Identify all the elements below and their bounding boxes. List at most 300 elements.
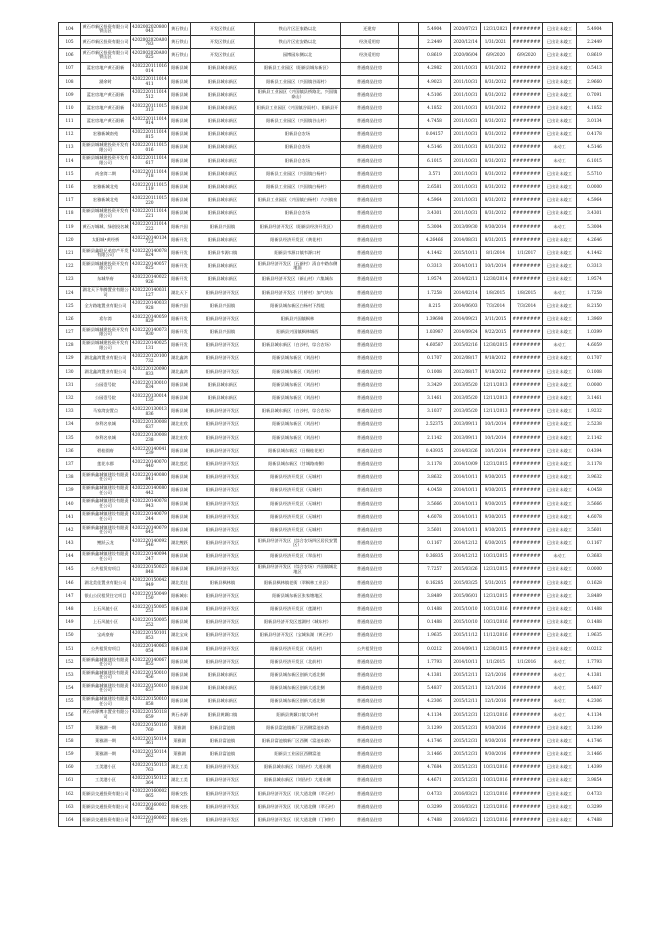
cell-owner: 黄石赤源博丰置业有限公司 xyxy=(81,708,131,721)
cell-grant xyxy=(399,682,419,695)
cell-area: 6.1015 xyxy=(419,154,451,167)
cell-location: 阳新县城东新区（甘城路南侧） xyxy=(255,458,341,471)
cell-owner: 公园壹号院 xyxy=(81,392,131,405)
cell-date2: 1/1/2015 xyxy=(481,656,511,669)
cell-date2: 9/30/2015 xyxy=(481,497,511,510)
cell-seq: 133 xyxy=(59,405,81,418)
cell-seq: 117 xyxy=(59,194,81,207)
cell-grant xyxy=(399,339,419,352)
cell-price: ######## xyxy=(511,88,543,101)
cell-area: 0.1167 xyxy=(419,537,451,550)
cell-code: 4202220131014222 xyxy=(131,220,169,233)
cell-usage: 普通商品住房 xyxy=(341,181,399,194)
cell-status: 已出让未竣工 xyxy=(543,88,577,101)
cell-usage: 普通商品住房 xyxy=(341,708,399,721)
cell-status: 未动工 xyxy=(543,141,577,154)
cell-area: 4.9023 xyxy=(419,75,451,88)
cell-code: 4202220130014135 xyxy=(131,392,169,405)
cell-zone: 阳新县城 xyxy=(169,392,191,405)
cell-seq: 162 xyxy=(59,787,81,800)
cell-zone: 阳新县城 xyxy=(169,141,191,154)
cell-date1: 2015/10/10 xyxy=(451,603,481,616)
cell-code: 4202220150114262 xyxy=(131,748,169,761)
cell-seq: 129 xyxy=(59,352,81,365)
cell-zone: 阳新县城 xyxy=(169,642,191,655)
cell-status: 已出让未竣工 xyxy=(543,326,577,339)
cell-owner: 上石风驰小区 xyxy=(81,603,131,616)
cell-grant xyxy=(399,801,419,814)
cell-status: 已出让未竣工 xyxy=(543,75,577,88)
cell-owner: 工美港小区 xyxy=(81,774,131,787)
cell-grant xyxy=(399,708,419,721)
cell-seq: 135 xyxy=(59,431,81,444)
cell-date2: 10/1/2014 xyxy=(481,431,511,444)
cell-usage: 普通商品住房 xyxy=(341,748,399,761)
cell-location: 阳新县工业园区（兴国镇谷雨村） xyxy=(255,75,341,88)
cell-district: 阳新县经济开发区 xyxy=(191,642,255,655)
cell-owner: 阳新县城城建投资开发有限公司 xyxy=(81,260,131,273)
cell-owner: 马家湾安置点 xyxy=(81,405,131,418)
cell-price: ######## xyxy=(511,313,543,326)
cell-code: 4202220160002066 xyxy=(131,801,169,814)
cell-date2: 7/3/2014 xyxy=(481,299,511,312)
cell-owner: 奈利名泉城 xyxy=(81,418,131,431)
cell-seq: 161 xyxy=(59,774,81,787)
table-row xyxy=(59,471,613,484)
cell-date2: 8/31/2012 xyxy=(481,102,511,115)
cell-usage: 普通商品住房 xyxy=(341,656,399,669)
table-row xyxy=(59,695,613,708)
cell-location: 阳新县城东新区（刘昌村） xyxy=(255,352,341,365)
cell-owner: 阳新县城城建投资开发有限公司 xyxy=(81,154,131,167)
cell-seq: 113 xyxy=(59,141,81,154)
cell-date1: 2012/08/17 xyxy=(451,352,481,365)
cell-code: 4202220111015220 xyxy=(131,194,169,207)
cell-date2: 5/31/2015 xyxy=(481,576,511,589)
cell-price: 1/1/2017 xyxy=(511,247,543,260)
cell-location: 阳新县城东新区（刘昌村）大道东侧 xyxy=(255,761,341,774)
cell-code: 4202220150010858 xyxy=(131,695,169,708)
cell-status: 已出让未竣工 xyxy=(543,721,577,734)
cell-status: 已出让未竣工 xyxy=(543,616,577,629)
cell-district: 阳新县韦源口镇 xyxy=(191,247,255,260)
table-row xyxy=(59,23,613,36)
cell-usage: 普通商品住房 xyxy=(341,128,399,141)
cell-area: 5.4904 xyxy=(419,23,451,36)
cell-date2: 8/31/2015 xyxy=(481,234,511,247)
cell-date2: 10/1/2014 xyxy=(481,445,511,458)
cell-date1: 2015/12/31 xyxy=(451,721,481,734)
cell-area: 3.5666 xyxy=(419,497,451,510)
cell-zone: 阳新县城 xyxy=(169,207,191,220)
cell-area2: 0.4394 xyxy=(577,445,613,458)
cell-date1: 2014/09/11 xyxy=(451,642,481,655)
cell-district: 阳新县城东新区 xyxy=(191,260,255,273)
cell-zone: 湖北宏欣 xyxy=(169,418,191,431)
cell-grant xyxy=(399,537,419,550)
cell-area: 2.52375 xyxy=(419,418,451,431)
cell-zone: 阳新县城 xyxy=(169,563,191,576)
cell-location: 阳新县富池镇新厂区西侧（富池东路） xyxy=(255,735,341,748)
cell-status: 已出让未竣工 xyxy=(543,629,577,642)
cell-owner: 尚金湾二期 xyxy=(81,168,131,181)
cell-area2: 0.0212 xyxy=(577,642,613,655)
cell-date2: 8/1/2014 xyxy=(481,247,511,260)
cell-area2: 3.4301 xyxy=(577,207,613,220)
cell-seq: 148 xyxy=(59,603,81,616)
cell-zone: 阳新县城 xyxy=(169,194,191,207)
cell-code: 4202220130008238 xyxy=(131,431,169,444)
cell-district: 阳新县城东新区 xyxy=(191,669,255,682)
table-row xyxy=(59,656,613,669)
cell-owner: 公园壹号院 xyxy=(81,379,131,392)
cell-status: 已出让未竣工 xyxy=(543,181,577,194)
cell-area: 3.1178 xyxy=(419,458,451,471)
cell-district: 阳新县经济开发区 xyxy=(191,774,255,787)
cell-area2: 4.0458 xyxy=(577,484,613,497)
cell-code: 4202220130013836 xyxy=(131,405,169,418)
cell-status: 未动工 xyxy=(543,339,577,352)
cell-district: 阳新县城东新区 xyxy=(191,115,255,128)
cell-location: 阳新县经济开发区（黄花村） xyxy=(255,234,341,247)
cell-location: 阳新县兴国镇枫林 xyxy=(255,313,341,326)
cell-code: 4202220111014512 xyxy=(131,88,169,101)
cell-owner: 工美港小区 xyxy=(81,761,131,774)
cell-zone: 阳新县城 xyxy=(169,616,191,629)
cell-area: 4.5106 xyxy=(419,88,451,101)
cell-area: 4.5146 xyxy=(419,141,451,154)
cell-usage: 普通商品住房 xyxy=(341,774,399,787)
cell-zone: 莱雅湖 xyxy=(169,721,191,734)
table-row xyxy=(59,247,613,260)
table-row xyxy=(59,669,613,682)
cell-usage: 普通商品住房 xyxy=(341,326,399,339)
cell-owner: 涵余时 xyxy=(81,75,131,88)
cell-seq: 119 xyxy=(59,220,81,233)
table-row xyxy=(59,774,613,787)
cell-code: 4202220150114361 xyxy=(131,735,169,748)
cell-area2: 4.2306 xyxy=(577,695,613,708)
cell-status: 已出让未竣工 xyxy=(543,299,577,312)
cell-date2: 8/31/2012 xyxy=(481,128,511,141)
cell-area: 4.26466 xyxy=(419,234,451,247)
cell-owner: 鲤跃云龙 xyxy=(81,537,131,550)
table-row xyxy=(59,801,613,814)
cell-grant xyxy=(399,154,419,167)
cell-owner: 东城华府 xyxy=(81,273,131,286)
cell-district: 阳新县经济开发区 xyxy=(191,431,255,444)
cell-code: 4202220140079244 xyxy=(131,510,169,523)
cell-owner: 宏雅新城南苑 xyxy=(81,128,131,141)
cell-owner: 黄石市新区投资有限公司 xyxy=(81,36,131,49)
cell-area2: 4.1134 xyxy=(577,708,613,721)
table-row xyxy=(59,682,613,695)
cell-zone: 黄石铁山 xyxy=(169,36,191,49)
cell-date1: 2015/12/31 xyxy=(451,774,481,787)
cell-status: 已出让未竣工 xyxy=(543,365,577,378)
cell-grant xyxy=(399,181,419,194)
cell-area: 1.7793 xyxy=(419,656,451,669)
cell-usage: 普通商品住房 xyxy=(341,365,399,378)
cell-district: 阳新县兴国镇 xyxy=(191,220,255,233)
cell-date2: 12/31/2016 xyxy=(481,787,511,800)
cell-area: 0.1707 xyxy=(419,352,451,365)
cell-usage: 普通商品住房 xyxy=(341,563,399,576)
cell-price: ######## xyxy=(511,814,543,827)
cell-zone: 阳新县城 xyxy=(169,128,191,141)
cell-zone: 黄石铁山 xyxy=(169,23,191,36)
cell-code: 4202220150113763 xyxy=(131,761,169,774)
cell-district: 阳新县富池镇 xyxy=(191,721,255,734)
cell-location: 阳新县经济开发区（无城村） xyxy=(255,524,341,537)
cell-status: 已出让未竣工 xyxy=(543,748,577,761)
cell-seq: 150 xyxy=(59,629,81,642)
cell-seq: 143 xyxy=(59,537,81,550)
cell-location: 阳新县工业园区西侧富池 xyxy=(255,748,341,761)
table-row xyxy=(59,352,613,365)
cell-area2: 1.9574 xyxy=(577,273,613,286)
cell-area: 4.5964 xyxy=(419,194,451,207)
cell-status: 未动工 xyxy=(543,656,577,669)
cell-date1: 2013/09/11 xyxy=(451,431,481,444)
table-row xyxy=(59,339,613,352)
cell-date2: 12/30/2014 xyxy=(481,273,511,286)
cell-zone: 阳新县城 xyxy=(169,75,191,88)
cell-code: 4202220140073930 xyxy=(131,326,169,339)
cell-area: 0.3313 xyxy=(419,260,451,273)
cell-location: 阳新县经济开发区（综合农场四区居民安置区） xyxy=(255,537,341,550)
cell-status: 已出让未竣工 xyxy=(543,418,577,431)
cell-price: ######## xyxy=(511,616,543,629)
land-ledger-table xyxy=(58,22,613,827)
cell-area: 3.1299 xyxy=(419,721,451,734)
cell-area: 7.7257 xyxy=(419,563,451,576)
cell-date2: 9/30/2015 xyxy=(481,484,511,497)
cell-seq: 105 xyxy=(59,36,81,49)
cell-price: ######## xyxy=(511,365,543,378)
cell-grant xyxy=(399,299,419,312)
cell-seq: 153 xyxy=(59,669,81,682)
cell-zone: 湖北工美 xyxy=(169,761,191,774)
cell-district: 阳新县富池镇 xyxy=(191,748,255,761)
cell-price: ######## xyxy=(511,181,543,194)
cell-price: ######## xyxy=(511,576,543,589)
cell-district: 阳新县兴国镇 xyxy=(191,299,255,312)
cell-code: 4202002020A00025 xyxy=(131,49,169,62)
cell-location: 阳新县城东新区（白沙村，综合农场） xyxy=(255,339,341,352)
cell-date1: 2014/10/11 xyxy=(451,656,481,669)
cell-usage: 还建房 xyxy=(341,23,399,36)
cell-date2: 12/31/2015 xyxy=(481,563,511,576)
cell-area2: 4.1746 xyxy=(577,735,613,748)
cell-price: ######## xyxy=(511,761,543,774)
cell-date2: 3/11/2015 xyxy=(481,313,511,326)
cell-grant xyxy=(399,141,419,154)
cell-status: 已出让未竣工 xyxy=(543,128,577,141)
cell-date2: 12/31/2015 xyxy=(481,590,511,603)
cell-area2: 0.1488 xyxy=(577,603,613,616)
cell-date1: 2015/12/31 xyxy=(451,748,481,761)
cell-area2: 0.8619 xyxy=(577,49,613,62)
cell-price: ######## xyxy=(511,352,543,365)
cell-district: 阳新县经济开发区 xyxy=(191,445,255,458)
cell-grant xyxy=(399,616,419,629)
cell-grant xyxy=(399,88,419,101)
cell-location: 阳新县仓农场 xyxy=(255,154,341,167)
cell-code: 4202220140079645 xyxy=(131,524,169,537)
cell-status: 已出让未竣工 xyxy=(543,207,577,220)
cell-usage: 普通商品住房 xyxy=(341,141,399,154)
cell-date2: 9/18/2012 xyxy=(481,365,511,378)
cell-usage: 普通商品住房 xyxy=(341,168,399,181)
cell-seq: 116 xyxy=(59,181,81,194)
cell-date2: 12/31/2016 xyxy=(481,801,511,814)
table-row xyxy=(59,550,613,563)
cell-location: 阳新县工业园区（阳新县城东新区） xyxy=(255,62,341,75)
cell-date1: 2016/03/21 xyxy=(451,801,481,814)
cell-code: 4202220140033928 xyxy=(131,299,169,312)
cell-grant xyxy=(399,273,419,286)
cell-grant xyxy=(399,392,419,405)
table-row xyxy=(59,642,613,655)
cell-owner: 宏雅新城北苑 xyxy=(81,181,131,194)
table-row xyxy=(59,392,613,405)
cell-date2: 12/1/2016 xyxy=(481,669,511,682)
cell-seq: 122 xyxy=(59,260,81,273)
table-row xyxy=(59,313,613,326)
cell-code: 4202220111015313 xyxy=(131,102,169,115)
cell-usage: 普通商品住房 xyxy=(341,484,399,497)
cell-price: ######## xyxy=(511,418,543,431)
cell-owner: 碧桂園府 xyxy=(81,445,131,458)
cell-price: ######## xyxy=(511,154,543,167)
cell-area2: 4.6059 xyxy=(577,339,613,352)
cell-area2: 0.4733 xyxy=(577,787,613,800)
cell-area2: 6.1015 xyxy=(577,154,613,167)
cell-seq: 124 xyxy=(59,286,81,299)
cell-area2: 3.1299 xyxy=(577,721,613,734)
cell-code: 4202220150005251 xyxy=(131,603,169,616)
cell-price: ######## xyxy=(511,379,543,392)
cell-seq: 144 xyxy=(59,550,81,563)
cell-grant xyxy=(399,23,419,36)
cell-date2: 8/31/2012 xyxy=(481,207,511,220)
table-row xyxy=(59,220,613,233)
cell-seq: 159 xyxy=(59,748,81,761)
cell-seq: 110 xyxy=(59,102,81,115)
cell-usage: 普通商品住房 xyxy=(341,115,399,128)
cell-area2: 0.3299 xyxy=(577,801,613,814)
cell-usage: 普通商品住房 xyxy=(341,537,399,550)
cell-status: 未动工 xyxy=(543,220,577,233)
cell-location: 阳新县城东新区白杨村下辞组 xyxy=(255,299,341,312)
cell-status: 已出让未竣工 xyxy=(543,510,577,523)
cell-code: 4202220111014815 xyxy=(131,128,169,141)
cell-area: 0.8619 xyxy=(419,49,451,62)
cell-seq: 126 xyxy=(59,313,81,326)
cell-zone: 阳新县城 xyxy=(169,695,191,708)
cell-seq: 151 xyxy=(59,642,81,655)
cell-district: 阳新县经济开发区 xyxy=(191,352,255,365)
cell-status: 未动工 xyxy=(543,682,577,695)
cell-location: 阳新县经济开发区（月桥村）加气块东 xyxy=(255,286,341,299)
cell-date1: 2014/10/11 xyxy=(451,510,481,523)
cell-seq: 163 xyxy=(59,801,81,814)
cell-location: 阳新县经济开发区（民大道北侧（丁树村） xyxy=(255,814,341,827)
cell-district: 阳新县经济开发区 xyxy=(191,550,255,563)
cell-date1: 2020/07/21 xyxy=(451,23,481,36)
table-body xyxy=(59,23,613,827)
cell-area: 1.9574 xyxy=(419,273,451,286)
cell-code: 4202220140094247 xyxy=(131,550,169,563)
cell-district: 阳新县城东新区 xyxy=(191,682,255,695)
cell-code: 4202220120090833 xyxy=(131,365,169,378)
cell-grant xyxy=(399,774,419,787)
cell-price: 6/9/2020 xyxy=(511,49,543,62)
cell-price: ######## xyxy=(511,431,543,444)
cell-usage: 普通商品住房 xyxy=(341,194,399,207)
cell-date1: 2014/09/24 xyxy=(451,326,481,339)
cell-seq: 140 xyxy=(59,497,81,510)
cell-area2: 3.0134 xyxy=(577,115,613,128)
cell-area2: 0.0000 xyxy=(577,379,613,392)
cell-code: 4202220150010456 xyxy=(131,669,169,682)
cell-seq: 145 xyxy=(59,563,81,576)
cell-usage: 普通商品住房 xyxy=(341,75,399,88)
cell-zone: 阳新县城 xyxy=(169,168,191,181)
cell-grant xyxy=(399,62,419,75)
cell-area2: 4.7488 xyxy=(577,814,613,827)
cell-owner: 阳新新鑫城镇建设有限责任公司 xyxy=(81,524,131,537)
table-row xyxy=(59,326,613,339)
table-row xyxy=(59,748,613,761)
cell-price: ######## xyxy=(511,682,543,695)
cell-owner: 阳新县交通投资有限公司 xyxy=(81,801,131,814)
cell-date1: 2015/11/12 xyxy=(451,629,481,642)
cell-seq: 109 xyxy=(59,88,81,101)
cell-seq: 146 xyxy=(59,576,81,589)
cell-code: 4202220150112364 xyxy=(131,774,169,787)
table-row xyxy=(59,576,613,589)
cell-date2: 9/18/2012 xyxy=(481,352,511,365)
table-row xyxy=(59,273,613,286)
cell-price: ######## xyxy=(511,497,543,510)
cell-seq: 160 xyxy=(59,761,81,774)
cell-usage: 普通商品住房 xyxy=(341,405,399,418)
cell-price: ######## xyxy=(511,168,543,181)
cell-area: 5.4837 xyxy=(419,682,451,695)
cell-area2: 4.2646 xyxy=(577,234,613,247)
cell-district: 阳新县经济开发区 xyxy=(191,563,255,576)
cell-zone: 阳新开发 xyxy=(169,313,191,326)
cell-district: 阳新县城东新区 xyxy=(191,181,255,194)
table-row xyxy=(59,36,613,49)
cell-location: 阳新县经济开发区（综合农场）兴国镇城北地区 xyxy=(255,563,341,576)
cell-zone: 阳新开发 xyxy=(169,339,191,352)
cell-date1: 2014/06/03 xyxy=(451,299,481,312)
cell-date1: 2011/10/31 xyxy=(451,207,481,220)
cell-location: 阳新县城东新区（刘昌村） xyxy=(255,431,341,444)
cell-district: 阳新县城东新区 xyxy=(191,102,255,115)
cell-price: ######## xyxy=(511,590,543,603)
cell-date1: 2015/12/11 xyxy=(451,669,481,682)
cell-date1: 2015/06/01 xyxy=(451,590,481,603)
cell-seq: 112 xyxy=(59,128,81,141)
cell-seq: 111 xyxy=(59,115,81,128)
cell-code: 4202220160002065 xyxy=(131,787,169,800)
cell-date1: 2015/12/31 xyxy=(451,761,481,774)
cell-price: ######## xyxy=(511,537,543,550)
